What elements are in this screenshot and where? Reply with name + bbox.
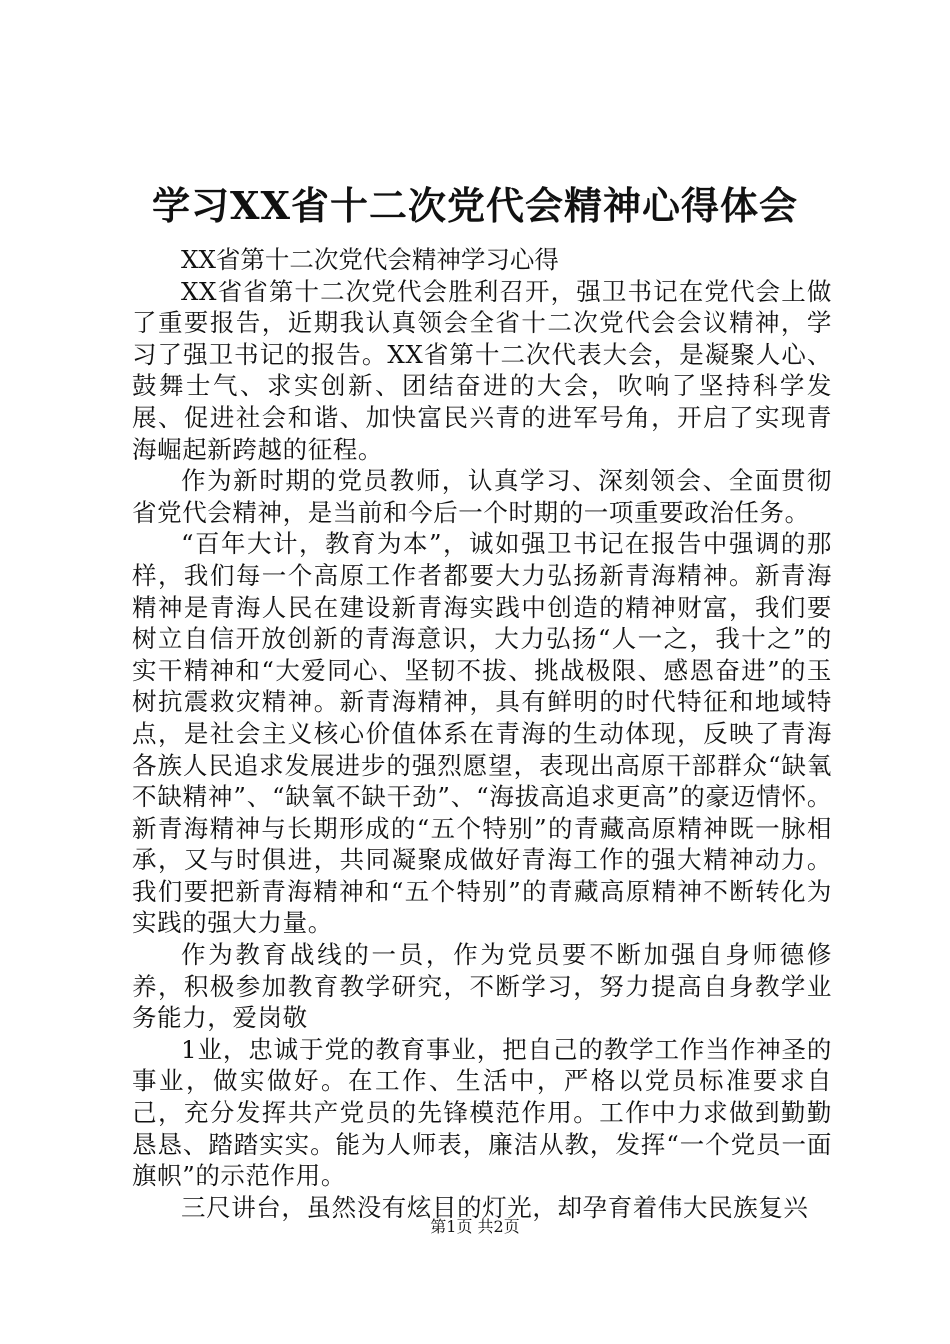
page-number-footer: 第1页 共2页 — [430, 1217, 520, 1236]
paragraph: 作为教育战线的一员，作为党员要不断加强自身师德修养，积极参加教育教学研究，不断学习，努力提高自身教学业务能力，爱岗敬 — [132, 940, 832, 1033]
paragraph-subtitle: XX省第十二次党代会精神学习心得 — [181, 245, 559, 274]
paragraph: XX省省第十二次党代会胜利召开，强卫书记在党代会上做了重要报告，近期我认真领会全省十二次党代会会议精神，学习了强卫书记的报告。XX省第十二次代表大会，是凝聚人心、鼓舞士气、求实创新、团结奋进的大会，吹响了坚持科学发展、促进社会和谐、加快富民兴青的进军号角，开启了实现青海崛起新跨越的征程。 — [132, 276, 832, 464]
paragraph: 三尺讲台，虽然没有炫目的灯光，却孕育着伟大民族复兴 — [181, 1192, 809, 1222]
paragraph: 1业，忠诚于党的教育事业，把自己的教学工作当作神圣的事业，做实做好。在工作、生活中，严格以党员标准要求自己，充分发挥共产党员的先锋模范作用。工作中力求做到勤勤恳恳、踏踏实实。能为人师表，廉洁从教，发挥“一个党员一面旗帜”的示范作用。 — [132, 1034, 832, 1191]
document-body — [132, 244, 832, 1223]
paragraph: 作为新时期的党员教师，认真学习、深刻领会、全面贯彻省党代会精神，是当前和今后一个时期的一项重要政治任务。 — [132, 466, 832, 527]
paragraph: “百年大计，教育为本”，诚如强卫书记在报告中强调的那样，我们每一个高原工作者都要大力弘扬新青海精神。新青海精神是青海人民在建设新青海实践中创造的精神财富，我们要树立自信开放创新的青海意识，大力弘扬“人一之，我十之”的实干精神和“大爱同心、坚韧不拔、挑战极限、感恩奋进”的玉树抗震救灾精神。新青海精神，具有鲜明的时代特征和地域特点，是社会主义核心价值体系在青海的生动体现，反映了青海各族人民追求发展进步的强烈愿望，表现出高原干部群众“缺氧不缺精神”、“缺氧不缺干劲”、“海拔高追求更高”的豪迈情怀。新青海精神与长期形成的“五个特别”的青藏高原精神既一脉相承，又与时俱进，共同凝聚成做好青海工作的强大精神动力。我们要把新青海精神和“五个特别”的青藏高原精神不断转化为实践的强大力量。 — [132, 529, 832, 938]
document-title: 学习XX省十二次党代会精神心得体会 — [152, 183, 798, 228]
